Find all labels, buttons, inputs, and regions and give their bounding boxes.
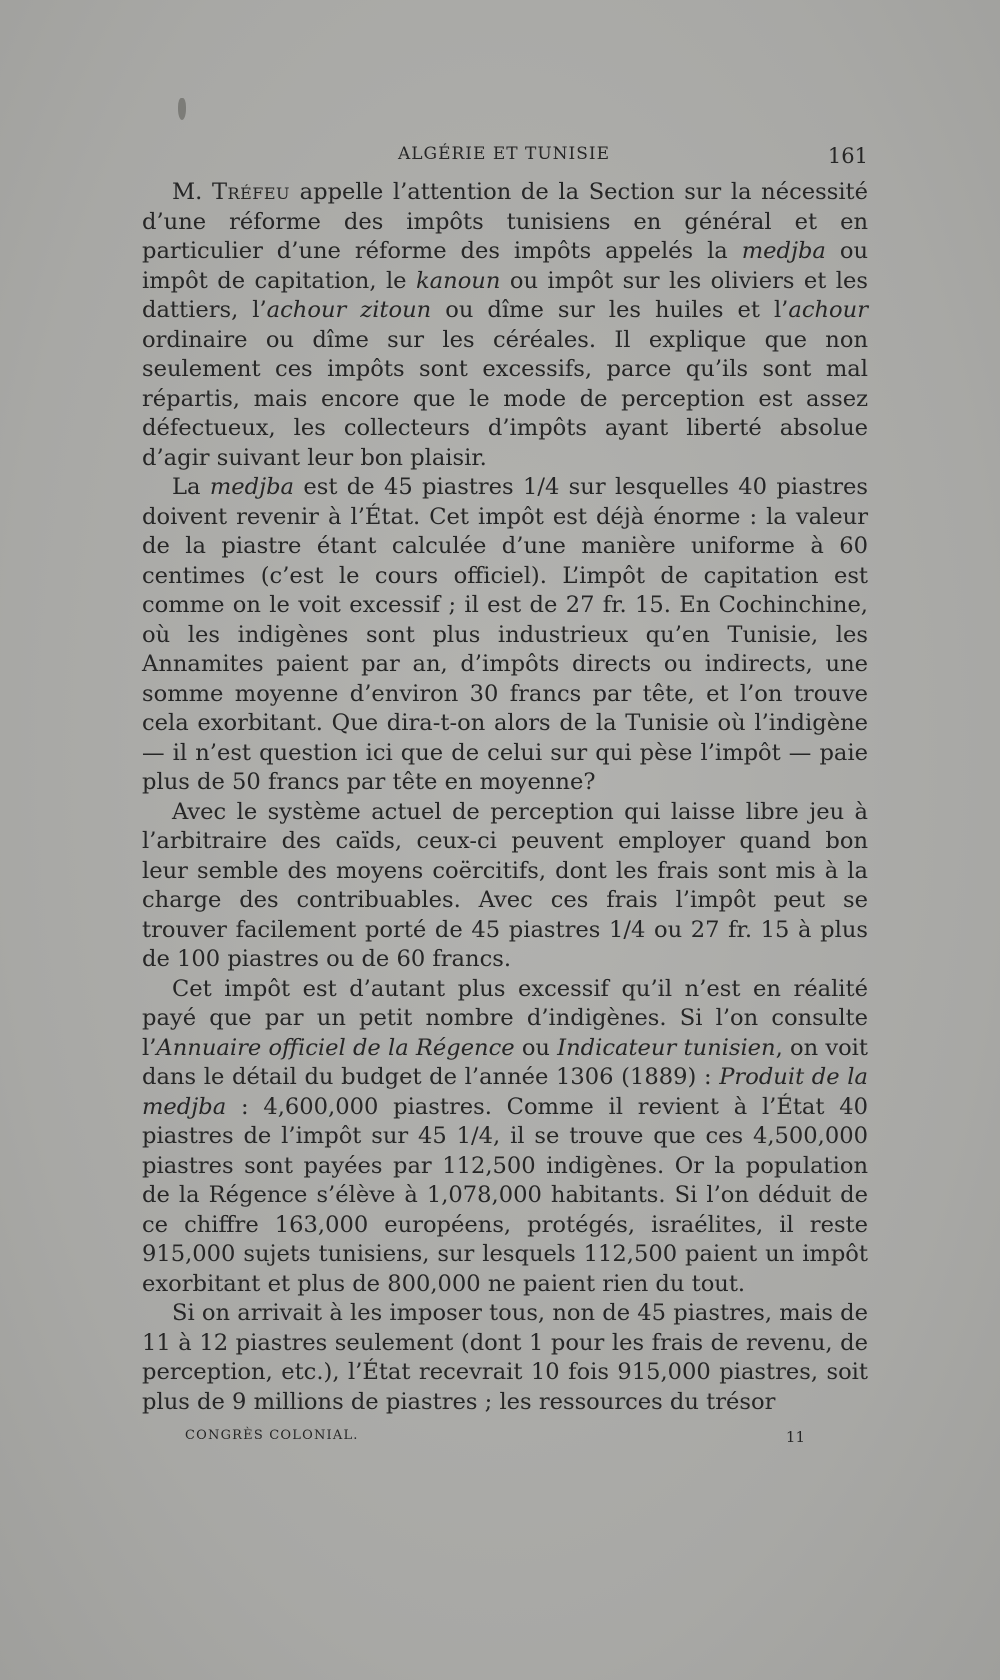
text-run: Si on arrivait à les imposer tous, non de 45 piastres, mais de 11 à 12 piastres seulement (dont 1 pour les frais de revenu, de perception, etc.), l’État recevrait 10 fois 915,000 piastres, soit plus de 9 millions de piastres ; les ressources du trésor [142,1300,868,1415]
ink-speck [178,98,186,120]
paragraph [142,178,868,473]
italic-term: achour zitoun [266,297,432,323]
text-run: ordinaire ou dîme sur les céréales. Il explique que non seulement ces impôts sont excessifs, parce qu’ils sont mal répartis, mais encore que le mode de perception est assez défectueux, les collecteurs d’impôts ayant liberté absolue d’agir suivant leur bon plaisir. [142,326,868,471]
text-run: appelle l’attention de la Section sur la nécessité d’une réforme des impôts tunisiens en général et en particulier d’une réforme des impôts appelés la [142,179,868,264]
speaker-name: Tréfeu [211,179,291,205]
text-run: ou impôt de capitation, le [142,238,868,294]
text-run: ou impôt sur les oliviers et les dattiers, l’ [142,267,868,323]
signature-label: CONGRÈS COLONIAL. [185,1428,359,1443]
italic-term: Indicateur tunisien [557,1034,776,1061]
text-run: : 4,600,000 piastres. Comme il revient à l’État 40 piastres de l’impôt sur 45 1/4, il se trouve que ces 4,500,000 piastres sont payées par 112,500 indigènes. Or la population de la Régence s’élève à 1,078,000 habitants. Si l’on déduit de ce chiffre 163,000 européens, protégés, israélites, il reste 915,000 sujets tunisiens, sur lesquels 112,500 paient un impôt exorbitant et plus de 800,000 ne paient rien du tout. [142,1093,868,1297]
text-run: Avec le système actuel de perception qui laisse libre jeu à l’arbitraire des caïds, ceux-ci peuvent employer quand bon leur semble des moyens coërcitifs, dont les frais sont mis à la charge des contribuables. Avec ces frais l’impôt peut se trouver facilement porté de 45 piastres 1/4 ou 27 fr. 15 à plus de 100 piastres ou de 60 francs. [142,798,868,972]
paragraph [142,975,868,1300]
text-run: Cet impôt est d’autant plus excessif qu’il n’est en réalité payé que par un petit nombre d’indigènes. Si l’on consulte l’ [142,975,868,1061]
italic-term: medjba [209,474,295,500]
signature-number: 11 [785,1428,805,1446]
italic-term: achour [788,297,868,323]
text-run: , on voit dans le détail du budget de l’année 1306 (1889) : [142,1034,868,1090]
text-run: ou [514,1034,558,1061]
page-number: 161 [827,144,868,168]
paragraph [142,473,868,798]
italic-term: medjba [741,238,826,264]
running-title: ALGÉRIE ET TUNISIE [397,144,611,164]
body-text [142,178,868,1417]
text-run: est de 45 piastres 1/4 sur lesquelles 40 piastres doivent revenir à l’État. Cet impôt est déjà énorme : la valeur de la piastre étant calculée d’une manière uniforme à 60 centimes (c’est le cours officiel). L’impôt de capitation est comme on le voit excessif ; il est de 27 fr. 15. En Cochinchine, où les indigènes sont plus industrieux qu’en Tunisie, les Annamites paient par an, d’impôts directs ou indirects, une somme moyenne d’environ 30 francs par tête, et l’on trouve cela exorbitant. Que dira-t-on alors de la Tunisie où l’indigène — il n’est question ici que de celui sur qui pèse l’impôt — paie plus de 50 francs par tête en moyenne? [142,474,868,795]
italic-term: Produit de la medjba [142,1064,868,1120]
italic-term: Annuaire officiel de la Régence [156,1034,515,1061]
paragraph [142,798,868,975]
page-footer [185,1428,805,1450]
text-run: La [172,474,210,500]
running-head [140,144,868,168]
text-run: ou dîme sur les huiles et l’ [431,297,789,323]
text-run: M. [172,179,212,205]
italic-term: kanoun [415,267,501,294]
paragraph [142,1299,868,1417]
